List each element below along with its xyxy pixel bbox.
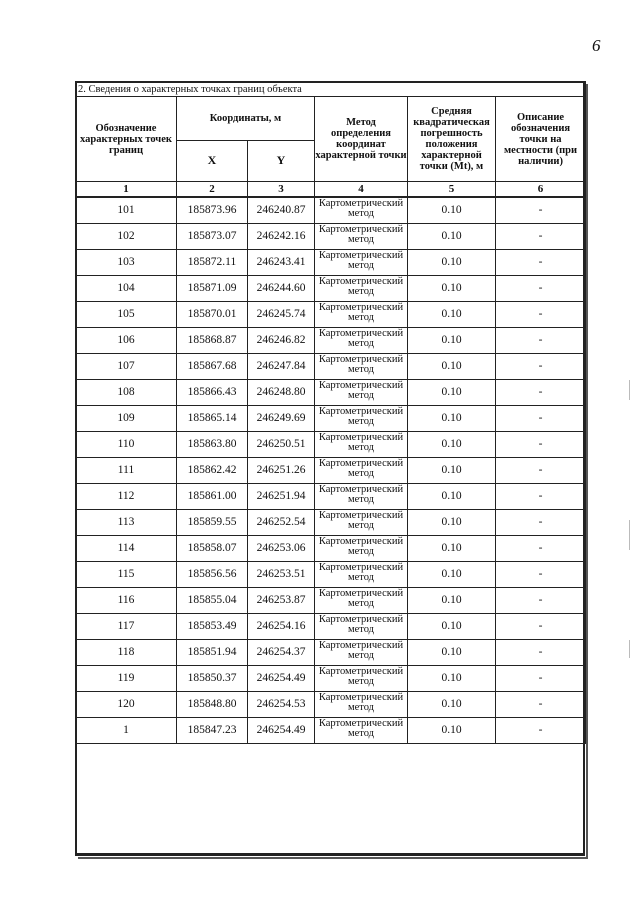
x-coordinate-cell: 185863.80 xyxy=(177,432,248,458)
point-cell: 102 xyxy=(76,224,177,250)
x-coordinate-cell: 185861.00 xyxy=(177,484,248,510)
method-cell: Картометрический метод xyxy=(315,718,408,744)
accuracy-cell: 0.10 xyxy=(408,197,496,224)
header-point: Обозначение характерных точек границ xyxy=(76,97,177,182)
x-coordinate-cell: 185859.55 xyxy=(177,510,248,536)
table-row xyxy=(76,354,586,380)
method-cell: Картометрический метод xyxy=(315,354,408,380)
description-cell: - xyxy=(496,484,586,510)
y-coordinate-cell: 246251.26 xyxy=(248,458,315,484)
y-coordinate-cell: 246244.60 xyxy=(248,276,315,302)
method-cell: Картометрический метод xyxy=(315,458,408,484)
y-coordinate-cell: 246253.87 xyxy=(248,588,315,614)
point-cell: 112 xyxy=(76,484,177,510)
y-coordinate-cell: 246247.84 xyxy=(248,354,315,380)
x-coordinate-cell: 185866.43 xyxy=(177,380,248,406)
scan-margin-mark xyxy=(629,640,630,658)
point-cell: 115 xyxy=(76,562,177,588)
x-coordinate-cell: 185873.96 xyxy=(177,197,248,224)
point-cell: 105 xyxy=(76,302,177,328)
x-coordinate-cell: 185851.94 xyxy=(177,640,248,666)
description-cell: - xyxy=(496,640,586,666)
method-cell: Картометрический метод xyxy=(315,276,408,302)
description-cell: - xyxy=(496,562,586,588)
description-cell: - xyxy=(496,718,586,744)
accuracy-cell: 0.10 xyxy=(408,458,496,484)
point-cell: 118 xyxy=(76,640,177,666)
point-cell: 111 xyxy=(76,458,177,484)
description-cell: - xyxy=(496,197,586,224)
method-cell: Картометрический метод xyxy=(315,692,408,718)
description-cell: - xyxy=(496,328,586,354)
method-cell: Картометрический метод xyxy=(315,588,408,614)
accuracy-cell: 0.10 xyxy=(408,328,496,354)
header-coords: Координаты, м xyxy=(177,97,315,141)
table-row xyxy=(76,380,586,406)
description-cell: - xyxy=(496,614,586,640)
column-number: 1 xyxy=(76,182,177,198)
x-coordinate-cell: 185865.14 xyxy=(177,406,248,432)
description-cell: - xyxy=(496,406,586,432)
y-coordinate-cell: 246243.41 xyxy=(248,250,315,276)
scan-margin-mark xyxy=(629,380,630,400)
table-row xyxy=(76,614,586,640)
description-cell: - xyxy=(496,276,586,302)
accuracy-cell: 0.10 xyxy=(408,250,496,276)
point-cell: 106 xyxy=(76,328,177,354)
x-coordinate-cell: 185868.87 xyxy=(177,328,248,354)
accuracy-cell: 0.10 xyxy=(408,692,496,718)
accuracy-cell: 0.10 xyxy=(408,614,496,640)
page-number: 6 xyxy=(592,36,601,55)
x-coordinate-cell: 185848.80 xyxy=(177,692,248,718)
header-x: X xyxy=(177,140,248,182)
points-table-body xyxy=(76,82,586,744)
point-cell: 120 xyxy=(76,692,177,718)
y-coordinate-cell: 246240.87 xyxy=(248,197,315,224)
y-coordinate-cell: 246250.51 xyxy=(248,432,315,458)
method-cell: Картометрический метод xyxy=(315,432,408,458)
y-coordinate-cell: 246242.16 xyxy=(248,224,315,250)
point-cell: 117 xyxy=(76,614,177,640)
table-row xyxy=(76,458,586,484)
method-cell: Картометрический метод xyxy=(315,328,408,354)
method-cell: Картометрический метод xyxy=(315,562,408,588)
x-coordinate-cell: 185862.42 xyxy=(177,458,248,484)
x-coordinate-cell: 185853.49 xyxy=(177,614,248,640)
y-coordinate-cell: 246249.69 xyxy=(248,406,315,432)
x-coordinate-cell: 185856.56 xyxy=(177,562,248,588)
point-cell: 108 xyxy=(76,380,177,406)
y-coordinate-cell: 246254.53 xyxy=(248,692,315,718)
method-cell: Картометрический метод xyxy=(315,380,408,406)
y-coordinate-cell: 246254.49 xyxy=(248,666,315,692)
method-cell: Картометрический метод xyxy=(315,510,408,536)
y-coordinate-cell: 246252.54 xyxy=(248,510,315,536)
table-row xyxy=(76,484,586,510)
column-number: 2 xyxy=(177,182,248,198)
point-cell: 104 xyxy=(76,276,177,302)
description-cell: - xyxy=(496,380,586,406)
point-cell: 119 xyxy=(76,666,177,692)
table-row xyxy=(76,224,586,250)
y-coordinate-cell: 246254.49 xyxy=(248,718,315,744)
accuracy-cell: 0.10 xyxy=(408,380,496,406)
accuracy-cell: 0.10 xyxy=(408,640,496,666)
point-cell: 113 xyxy=(76,510,177,536)
table-row xyxy=(76,510,586,536)
x-coordinate-cell: 185867.68 xyxy=(177,354,248,380)
column-number: 3 xyxy=(248,182,315,198)
y-coordinate-cell: 246245.74 xyxy=(248,302,315,328)
accuracy-cell: 0.10 xyxy=(408,354,496,380)
description-cell: - xyxy=(496,250,586,276)
accuracy-cell: 0.10 xyxy=(408,718,496,744)
accuracy-cell: 0.10 xyxy=(408,224,496,250)
accuracy-cell: 0.10 xyxy=(408,588,496,614)
point-cell: 110 xyxy=(76,432,177,458)
y-coordinate-cell: 246254.37 xyxy=(248,640,315,666)
table-row xyxy=(76,302,586,328)
method-cell: Картометрический метод xyxy=(315,250,408,276)
method-cell: Картометрический метод xyxy=(315,406,408,432)
y-coordinate-cell: 246246.82 xyxy=(248,328,315,354)
x-coordinate-cell: 185871.09 xyxy=(177,276,248,302)
section-title: 2. Сведения о характерных точках границ объекта xyxy=(76,82,586,97)
table-row xyxy=(76,432,586,458)
accuracy-cell: 0.10 xyxy=(408,562,496,588)
section-title-row xyxy=(76,82,586,97)
point-cell: 103 xyxy=(76,250,177,276)
scan-margin-mark xyxy=(629,520,630,550)
column-number-row xyxy=(76,182,586,198)
description-cell: - xyxy=(496,536,586,562)
description-cell: - xyxy=(496,354,586,380)
accuracy-cell: 0.10 xyxy=(408,484,496,510)
x-coordinate-cell: 185870.01 xyxy=(177,302,248,328)
table-row xyxy=(76,197,586,224)
accuracy-cell: 0.10 xyxy=(408,302,496,328)
method-cell: Картометрический метод xyxy=(315,666,408,692)
table-row xyxy=(76,692,586,718)
table-row xyxy=(76,666,586,692)
method-cell: Картометрический метод xyxy=(315,224,408,250)
table-row xyxy=(76,640,586,666)
x-coordinate-cell: 185858.07 xyxy=(177,536,248,562)
method-cell: Картометрический метод xyxy=(315,484,408,510)
header-accuracy: Средняя квадратическая погрешность положения характерной точки (Mt), м xyxy=(408,97,496,182)
header-description: Описание обозначения точки на местности (при наличии) xyxy=(496,97,586,182)
description-cell: - xyxy=(496,432,586,458)
description-cell: - xyxy=(496,692,586,718)
accuracy-cell: 0.10 xyxy=(408,666,496,692)
accuracy-cell: 0.10 xyxy=(408,536,496,562)
table-row xyxy=(76,562,586,588)
table-row xyxy=(76,250,586,276)
y-coordinate-cell: 246253.51 xyxy=(248,562,315,588)
table-row xyxy=(76,536,586,562)
description-cell: - xyxy=(496,510,586,536)
description-cell: - xyxy=(496,224,586,250)
description-cell: - xyxy=(496,302,586,328)
x-coordinate-cell: 185855.04 xyxy=(177,588,248,614)
description-cell: - xyxy=(496,588,586,614)
method-cell: Картометрический метод xyxy=(315,197,408,224)
point-cell: 101 xyxy=(76,197,177,224)
column-number: 5 xyxy=(408,182,496,198)
method-cell: Картометрический метод xyxy=(315,640,408,666)
point-cell: 114 xyxy=(76,536,177,562)
accuracy-cell: 0.10 xyxy=(408,406,496,432)
column-number: 6 xyxy=(496,182,586,198)
description-cell: - xyxy=(496,666,586,692)
table-row xyxy=(76,718,586,744)
header-y: Y xyxy=(248,140,315,182)
point-cell: 107 xyxy=(76,354,177,380)
accuracy-cell: 0.10 xyxy=(408,432,496,458)
method-cell: Картометрический метод xyxy=(315,302,408,328)
points-table xyxy=(75,81,586,744)
table-row xyxy=(76,328,586,354)
table-row xyxy=(76,588,586,614)
x-coordinate-cell: 185850.37 xyxy=(177,666,248,692)
header-row-1 xyxy=(76,97,586,141)
accuracy-cell: 0.10 xyxy=(408,510,496,536)
y-coordinate-cell: 246253.06 xyxy=(248,536,315,562)
x-coordinate-cell: 185872.11 xyxy=(177,250,248,276)
y-coordinate-cell: 246248.80 xyxy=(248,380,315,406)
y-coordinate-cell: 246254.16 xyxy=(248,614,315,640)
method-cell: Картометрический метод xyxy=(315,614,408,640)
header-method: Метод определения координат характерной точки xyxy=(315,97,408,182)
column-number: 4 xyxy=(315,182,408,198)
method-cell: Картометрический метод xyxy=(315,536,408,562)
table-row xyxy=(76,406,586,432)
x-coordinate-cell: 185847.23 xyxy=(177,718,248,744)
point-cell: 1 xyxy=(76,718,177,744)
description-cell: - xyxy=(496,458,586,484)
y-coordinate-cell: 246251.94 xyxy=(248,484,315,510)
point-cell: 109 xyxy=(76,406,177,432)
table-row xyxy=(76,276,586,302)
accuracy-cell: 0.10 xyxy=(408,276,496,302)
x-coordinate-cell: 185873.07 xyxy=(177,224,248,250)
point-cell: 116 xyxy=(76,588,177,614)
